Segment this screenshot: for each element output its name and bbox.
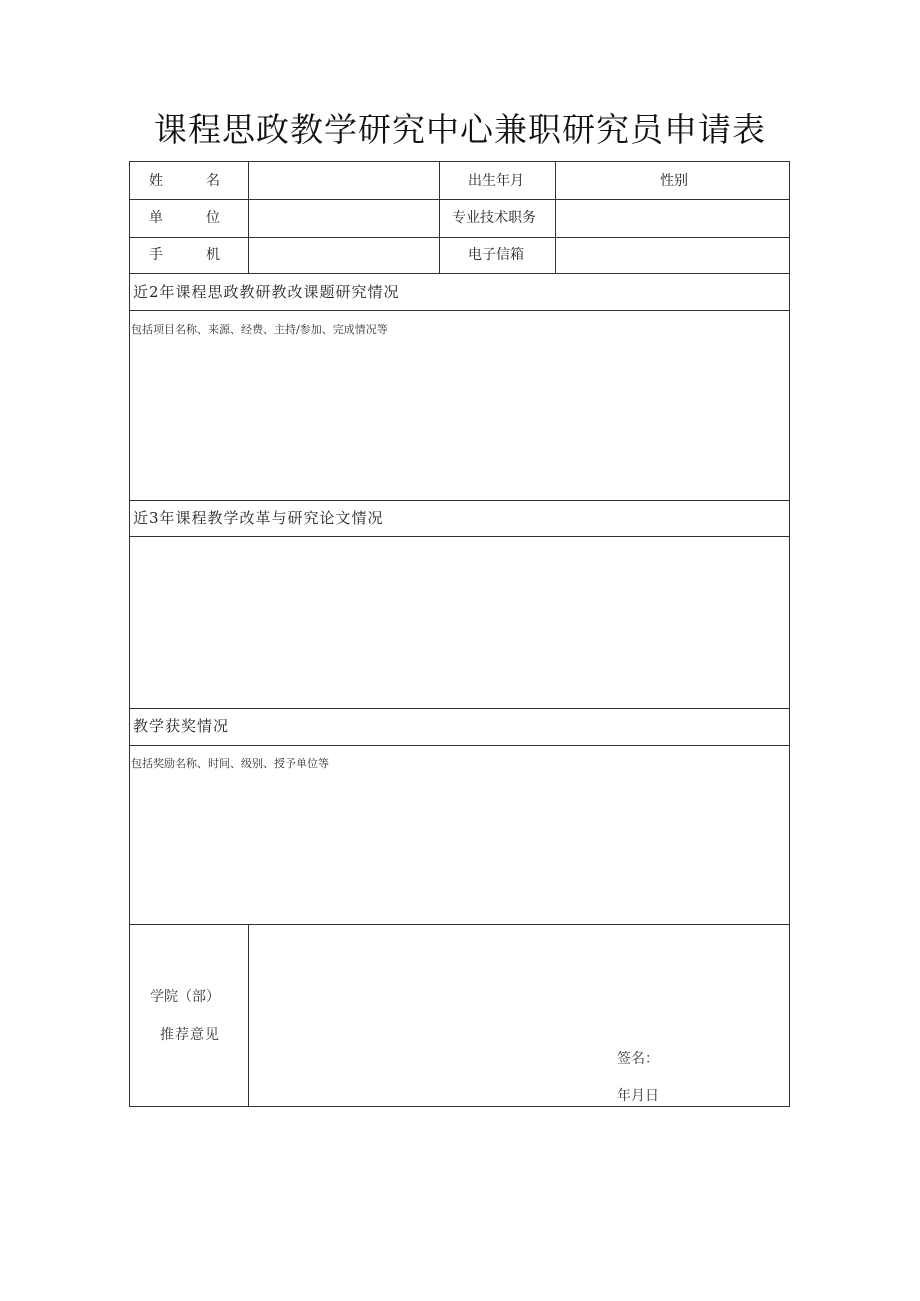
phone-label-char1: 手: [149, 247, 163, 263]
papers-section-heading: 近3年课程教学改革与研究论文情况: [133, 509, 384, 527]
awards-field[interactable]: [130, 746, 789, 923]
name-label-char1: 姓: [149, 173, 163, 189]
awards-hint: 包括奖励名称、时间、级别、授予单位等: [131, 757, 329, 770]
phone-label-char2: 机: [206, 247, 220, 263]
unit-label-char2: 位: [206, 210, 220, 226]
application-form-table: [129, 161, 790, 1107]
projects-hint: 包括项目名称、来源、经费、主持/参加、完成情况等: [131, 323, 388, 336]
projects-field[interactable]: [130, 311, 789, 499]
signature-label: 签名：: [617, 1051, 659, 1067]
email-label: 电子信箱: [468, 247, 524, 263]
unit-label-char1: 单: [149, 210, 163, 226]
recommendation-label-line2: 推荐意见: [160, 1027, 220, 1043]
projects-section-heading: 近2年课程思政教研教改课题研究情况: [133, 283, 400, 301]
recommendation-label-line1: 学院（部）: [150, 989, 220, 1005]
birth-date-field[interactable]: [556, 163, 790, 198]
professional-title-field[interactable]: [556, 200, 790, 236]
row-divider: [130, 273, 789, 274]
awards-section-heading: 教学获奖情况: [133, 717, 230, 735]
birth-date-label: 出生年月: [468, 173, 524, 189]
papers-field[interactable]: [130, 537, 789, 707]
professional-title-label: 专业技术职务: [452, 210, 536, 226]
name-label-char2: 名: [206, 173, 220, 189]
row-divider: [130, 708, 789, 709]
unit-field[interactable]: [249, 200, 438, 236]
form-title: 课程思政教学研究中心兼职研究员申请表: [154, 110, 766, 149]
column-divider: [439, 162, 440, 273]
name-field[interactable]: [249, 163, 438, 198]
date-label: 年月日: [617, 1088, 659, 1104]
row-divider: [130, 500, 789, 501]
recommendation-field[interactable]: [249, 925, 789, 1106]
gender-label: 性别: [660, 173, 688, 189]
email-field[interactable]: [556, 238, 790, 272]
phone-field[interactable]: [249, 238, 438, 272]
